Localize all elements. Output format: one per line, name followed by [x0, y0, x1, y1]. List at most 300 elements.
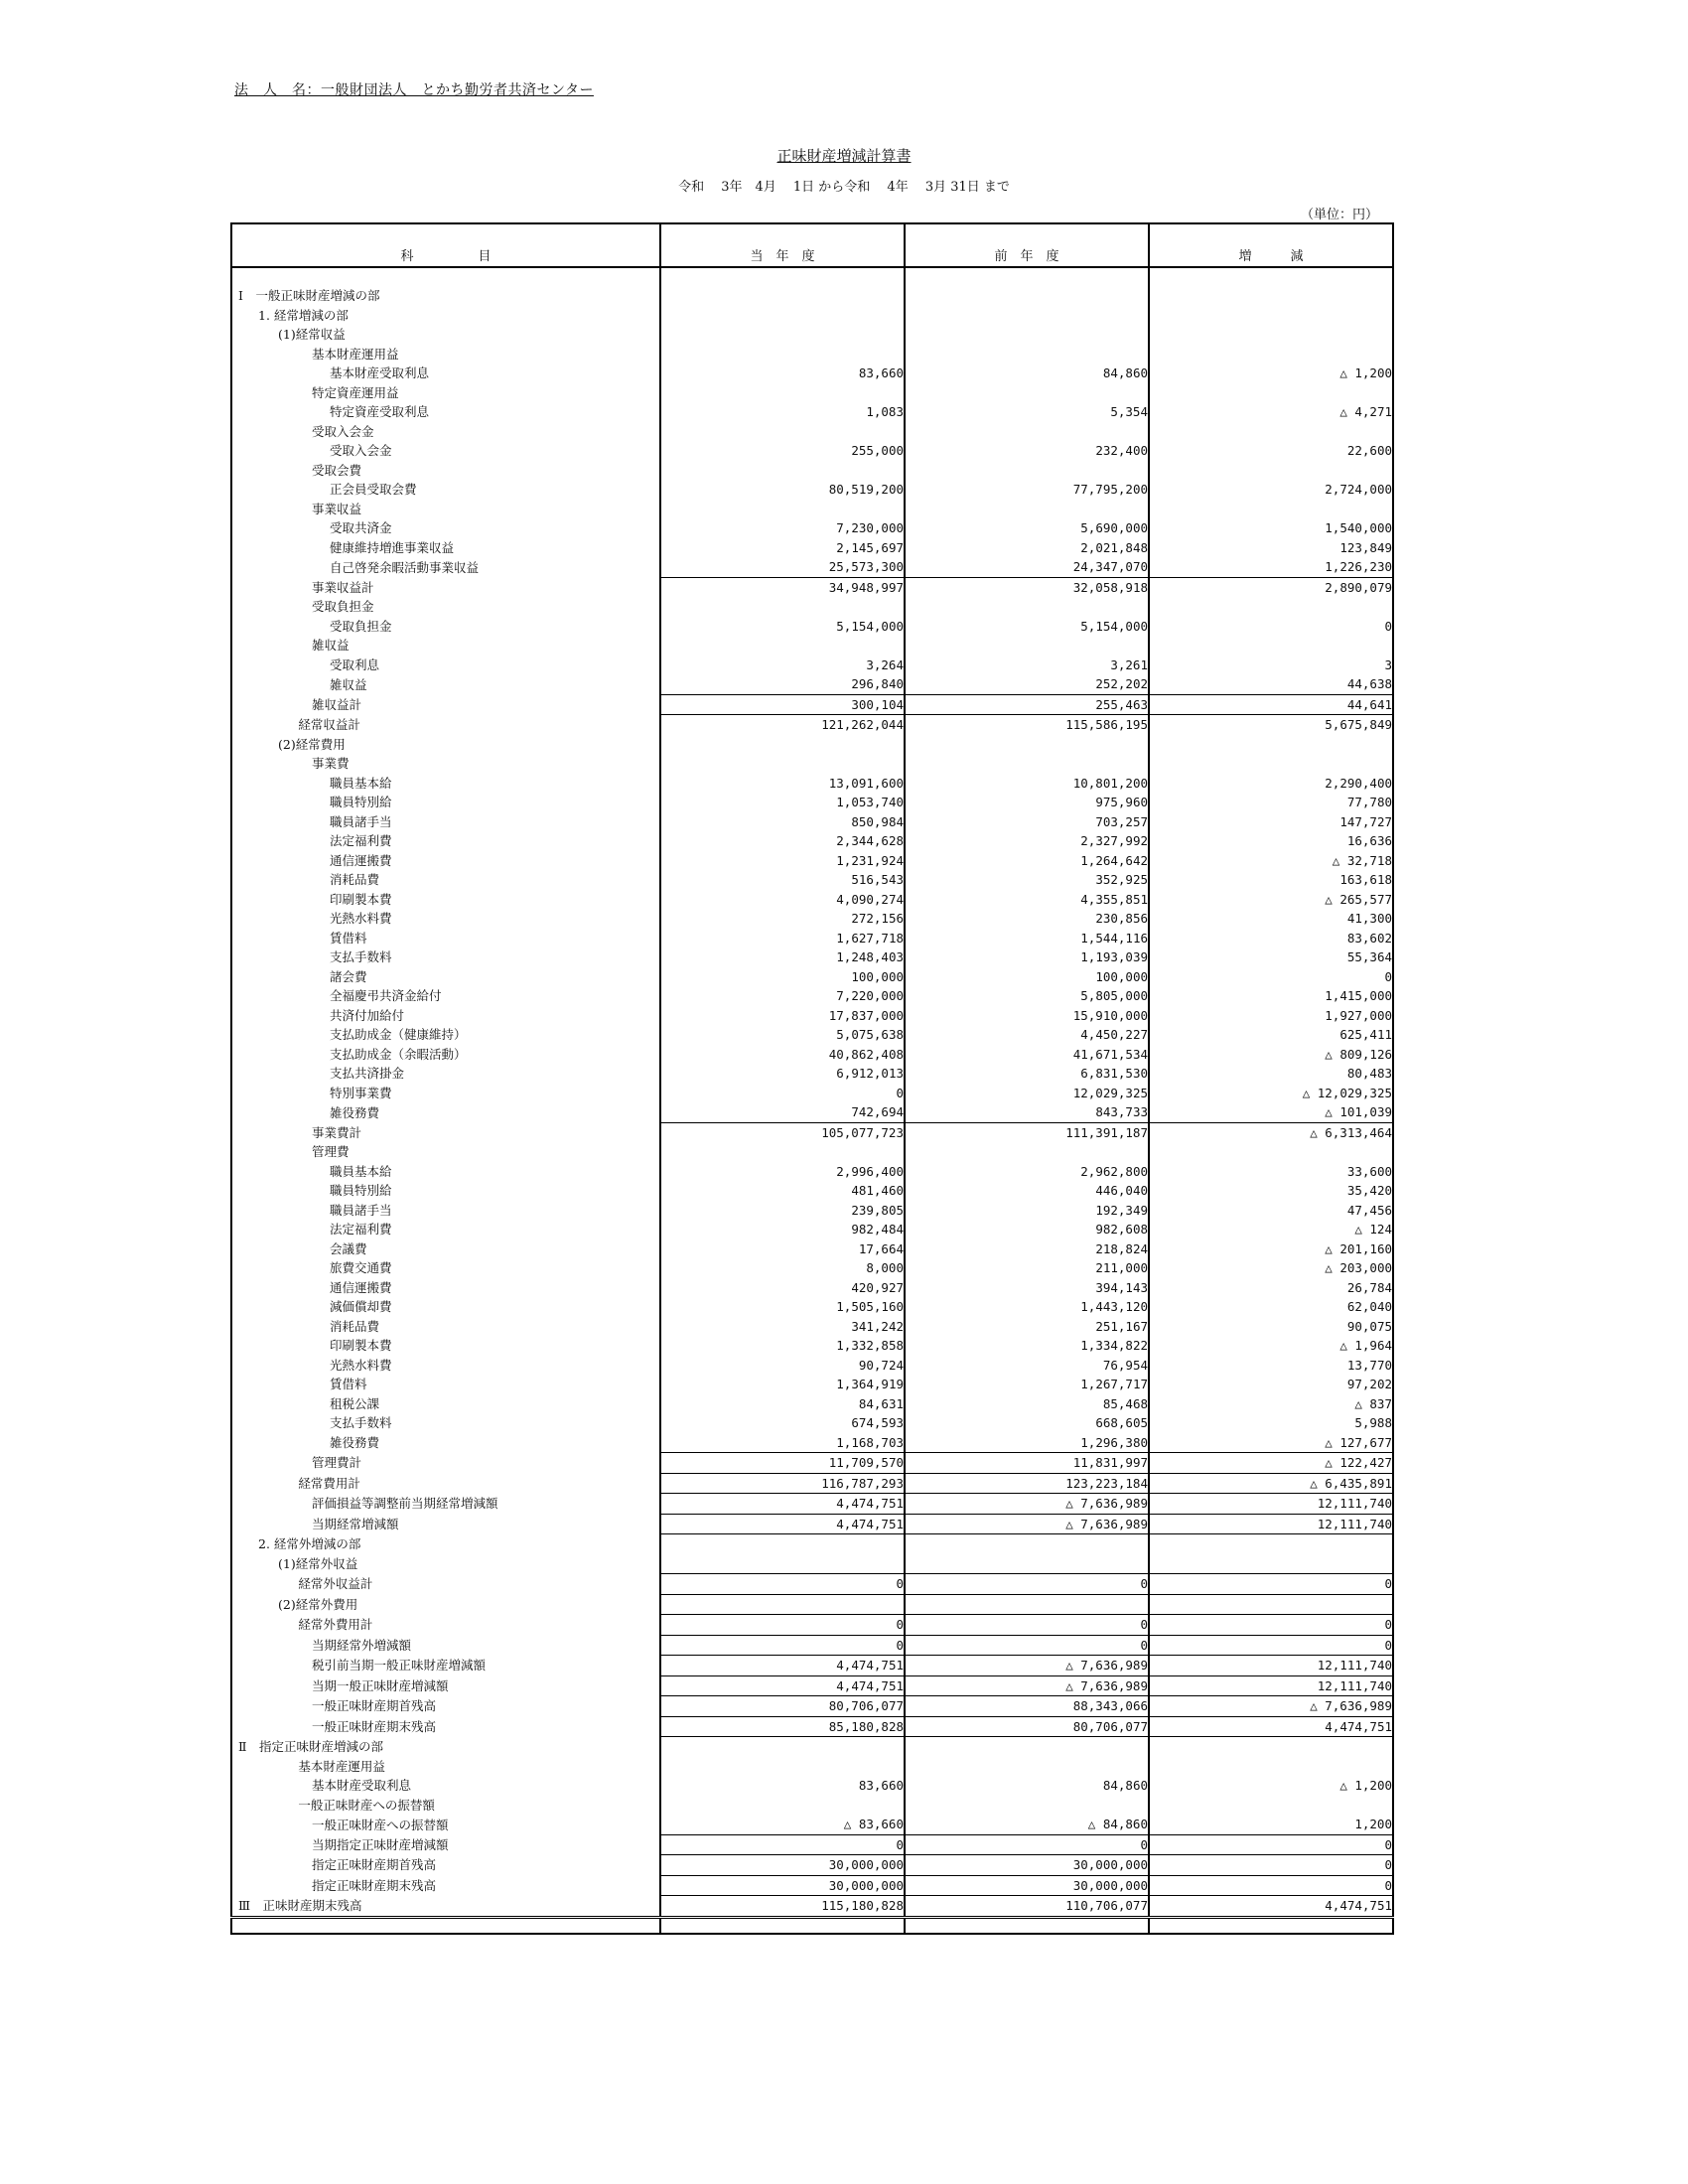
cell-current	[660, 422, 905, 442]
row-label: Ⅰ 一般正味財産増減の部	[238, 288, 380, 304]
cell-change: △ 122,427	[1149, 1453, 1393, 1474]
cell-change: 1,927,000	[1149, 1006, 1393, 1026]
cell-previous: 394,143	[905, 1278, 1149, 1298]
table-row	[231, 1394, 1393, 1414]
cell-previous: 0	[905, 1834, 1149, 1855]
cell-current: 25,573,300	[660, 557, 905, 577]
table-row	[231, 1220, 1393, 1239]
table-row	[231, 1122, 1393, 1142]
cell-previous: 110,706,077	[905, 1896, 1149, 1918]
table-row	[231, 754, 1393, 774]
table-row	[231, 715, 1393, 735]
cell-current	[660, 1757, 905, 1777]
cell-change: △ 265,577	[1149, 890, 1393, 910]
row-label: 特定資産受取利息	[330, 404, 430, 420]
cell-current: 80,706,077	[660, 1696, 905, 1717]
cell-change	[1149, 306, 1393, 326]
cell-current: 4,474,751	[660, 1656, 905, 1676]
row-label: 雑収益計	[312, 696, 362, 712]
table-row	[231, 1142, 1393, 1162]
cell-change: △ 101,039	[1149, 1102, 1393, 1122]
cell-previous	[905, 1796, 1149, 1816]
cell-change	[1149, 1594, 1393, 1615]
cell-previous	[905, 636, 1149, 655]
table-row	[231, 1594, 1393, 1615]
cell-current: 90,724	[660, 1356, 905, 1376]
cell-change: 35,420	[1149, 1181, 1393, 1201]
table-row	[231, 1453, 1393, 1474]
table-row	[231, 674, 1393, 694]
cell-current	[660, 636, 905, 655]
bottom-spacer-row	[231, 1917, 1393, 1934]
table-row	[231, 500, 1393, 519]
cell-current	[660, 754, 905, 774]
cell-current	[660, 500, 905, 519]
cell-current	[660, 325, 905, 345]
table-row	[231, 1025, 1393, 1045]
table-row	[231, 636, 1393, 655]
cell-previous: 1,264,642	[905, 851, 1149, 871]
table-row	[231, 1006, 1393, 1026]
cell-current	[660, 1796, 905, 1816]
cell-current: 83,660	[660, 364, 905, 383]
row-label: 一般正味財産期末残高	[312, 1718, 437, 1734]
cell-previous: 24,347,070	[905, 557, 1149, 577]
cell-current	[660, 306, 905, 326]
cell-change: 2,290,400	[1149, 774, 1393, 794]
cell-change: 22,600	[1149, 441, 1393, 461]
cell-previous: 2,021,848	[905, 538, 1149, 558]
cell-previous: 668,605	[905, 1413, 1149, 1433]
table-row	[231, 1064, 1393, 1084]
table-row	[231, 909, 1393, 929]
cell-current: 674,593	[660, 1413, 905, 1433]
table-row	[231, 870, 1393, 890]
cell-change: 12,111,740	[1149, 1494, 1393, 1515]
cell-current: △ 83,660	[660, 1815, 905, 1834]
table-row	[231, 1102, 1393, 1122]
row-label: 経常外費用計	[298, 1617, 373, 1633]
unit-label: （単位：円）	[1301, 208, 1379, 222]
cell-current: 1,168,703	[660, 1433, 905, 1453]
cell-current: 850,984	[660, 812, 905, 832]
row-label: 受取負担金	[312, 599, 374, 615]
cell-current: 481,460	[660, 1181, 905, 1201]
row-label: 正会員受取会費	[330, 482, 417, 498]
cell-current: 300,104	[660, 694, 905, 715]
cell-current: 7,230,000	[660, 518, 905, 538]
row-label: 職員諸手当	[330, 813, 392, 829]
table-row	[231, 812, 1393, 832]
cell-current	[660, 1737, 905, 1757]
cell-previous: △ 7,636,989	[905, 1514, 1149, 1534]
cell-change: △ 124	[1149, 1220, 1393, 1239]
cell-change	[1149, 1534, 1393, 1554]
row-label: 職員諸手当	[330, 1202, 392, 1218]
cell-change: 33,600	[1149, 1162, 1393, 1182]
cell-current: 296,840	[660, 674, 905, 694]
row-label: 支払共済掛金	[330, 1066, 405, 1082]
cell-current: 7,220,000	[660, 986, 905, 1006]
cell-change: 0	[1149, 1834, 1393, 1855]
table-row	[231, 383, 1393, 403]
cell-previous: 975,960	[905, 793, 1149, 812]
row-label: 光熱水料費	[330, 911, 392, 927]
cell-change: △ 203,000	[1149, 1258, 1393, 1278]
row-label: 基本財産運用益	[298, 1758, 385, 1774]
row-label: 賃借料	[330, 1377, 367, 1392]
row-label: 一般正味財産期首残高	[312, 1698, 437, 1714]
cell-previous: 2,962,800	[905, 1162, 1149, 1182]
cell-change: 2,724,000	[1149, 480, 1393, 500]
row-label: 法定福利費	[330, 1222, 392, 1238]
row-label: 印刷製本費	[330, 891, 392, 907]
table-row	[231, 1514, 1393, 1534]
statement-body	[231, 267, 1393, 1934]
cell-current: 40,862,408	[660, 1045, 905, 1065]
cell-previous	[905, 325, 1149, 345]
cell-previous: 982,608	[905, 1220, 1149, 1239]
row-label: 支払手数料	[330, 949, 392, 965]
cell-previous: 5,354	[905, 402, 1149, 422]
cell-previous: 1,296,380	[905, 1433, 1149, 1453]
cell-current: 85,180,828	[660, 1716, 905, 1737]
table-row	[231, 1413, 1393, 1433]
cell-previous: 232,400	[905, 441, 1149, 461]
table-row	[231, 967, 1393, 987]
cell-current	[660, 597, 905, 617]
cell-previous	[905, 461, 1149, 481]
row-label: 指定正味財産期首残高	[312, 1857, 437, 1873]
cell-previous: 5,690,000	[905, 518, 1149, 538]
cell-current	[660, 1594, 905, 1615]
cell-previous	[905, 1534, 1149, 1554]
table-row	[231, 1433, 1393, 1453]
cell-previous: △ 7,636,989	[905, 1656, 1149, 1676]
cell-previous: 4,355,851	[905, 890, 1149, 910]
cell-current: 116,787,293	[660, 1473, 905, 1494]
table-row	[231, 1796, 1393, 1816]
cell-change: 0	[1149, 967, 1393, 987]
cell-change	[1149, 286, 1393, 306]
cell-change: 123,849	[1149, 538, 1393, 558]
cell-current: 11,709,570	[660, 1453, 905, 1474]
top-spacer-row	[231, 267, 1393, 286]
cell-previous	[905, 1737, 1149, 1757]
cell-previous: 218,824	[905, 1239, 1149, 1259]
cell-change	[1149, 345, 1393, 364]
row-label: 健康維持増進事業収益	[330, 539, 455, 555]
table-row	[231, 1615, 1393, 1636]
cell-previous: 115,586,195	[905, 715, 1149, 735]
table-row	[231, 1356, 1393, 1376]
row-label: 職員特別給	[330, 795, 392, 810]
cell-change: △ 12,029,325	[1149, 1084, 1393, 1103]
row-label: 基本財産運用益	[312, 346, 399, 362]
cell-change: 1,540,000	[1149, 518, 1393, 538]
cell-current: 420,927	[660, 1278, 905, 1298]
cell-previous: 85,468	[905, 1394, 1149, 1414]
cell-current: 115,180,828	[660, 1896, 905, 1918]
row-label: 一般正味財産への振替額	[312, 1817, 449, 1832]
row-label: 支払助成金（余暇活動）	[330, 1046, 467, 1062]
table-row	[231, 306, 1393, 326]
cell-change: △ 1,964	[1149, 1336, 1393, 1356]
table-row	[231, 577, 1393, 597]
row-label: 管理費	[312, 1144, 350, 1160]
row-label: Ⅲ 正味財産期末残高	[238, 1898, 362, 1913]
row-label: 支払手数料	[330, 1415, 392, 1431]
row-label: 一般正味財産への振替額	[298, 1797, 435, 1813]
row-label: 受取入会金	[312, 423, 374, 439]
cell-previous: 230,856	[905, 909, 1149, 929]
cell-previous: 192,349	[905, 1201, 1149, 1221]
row-label: 通信運搬費	[330, 852, 392, 868]
cell-previous: 252,202	[905, 674, 1149, 694]
cell-previous: 84,860	[905, 364, 1149, 383]
cell-current: 30,000,000	[660, 1875, 905, 1896]
cell-current: 4,474,751	[660, 1494, 905, 1515]
cell-current: 1,083	[660, 402, 905, 422]
cell-previous: 843,733	[905, 1102, 1149, 1122]
cell-change: 4,474,751	[1149, 1896, 1393, 1918]
cell-current	[660, 1142, 905, 1162]
table-row	[231, 597, 1393, 617]
row-label: 全福慶弔共済金給付	[330, 988, 442, 1004]
table-row	[231, 1297, 1393, 1317]
row-label: 雑役務費	[330, 1435, 380, 1450]
cell-previous: 446,040	[905, 1181, 1149, 1201]
table-row	[231, 286, 1393, 306]
cell-current: 34,948,997	[660, 577, 905, 597]
cell-current: 341,242	[660, 1317, 905, 1337]
cell-previous: 10,801,200	[905, 774, 1149, 794]
cell-current: 1,627,718	[660, 929, 905, 948]
cell-previous: 77,795,200	[905, 480, 1149, 500]
cell-previous: 3,261	[905, 655, 1149, 675]
cell-change: △ 7,636,989	[1149, 1696, 1393, 1717]
cell-current: 17,837,000	[660, 1006, 905, 1026]
cell-current: 239,805	[660, 1201, 905, 1221]
table-row	[231, 1554, 1393, 1574]
cell-current: 742,694	[660, 1102, 905, 1122]
row-label: 2. 経常外増減の部	[258, 1536, 361, 1551]
row-label: (2)経常外費用	[278, 1596, 358, 1612]
table-row	[231, 831, 1393, 851]
cell-previous: 12,029,325	[905, 1084, 1149, 1103]
cell-previous	[905, 1594, 1149, 1615]
row-label: 会議費	[330, 1240, 367, 1256]
cell-change	[1149, 461, 1393, 481]
cell-change: 44,638	[1149, 674, 1393, 694]
cell-change: 12,111,740	[1149, 1514, 1393, 1534]
cell-current: 6,912,013	[660, 1064, 905, 1084]
cell-change: 26,784	[1149, 1278, 1393, 1298]
table-row	[231, 518, 1393, 538]
cell-change: 16,636	[1149, 831, 1393, 851]
table-row	[231, 851, 1393, 871]
row-label: 支払助成金（健康維持）	[330, 1027, 467, 1043]
cell-previous: 6,831,530	[905, 1064, 1149, 1084]
document-title	[0, 145, 1688, 166]
cell-change: 1,200	[1149, 1815, 1393, 1834]
row-label: 特定資産運用益	[312, 384, 399, 400]
cell-change: △ 1,200	[1149, 1776, 1393, 1796]
cell-previous	[905, 1757, 1149, 1777]
cell-previous: △ 7,636,989	[905, 1494, 1149, 1515]
table-row	[231, 1181, 1393, 1201]
cell-current: 3,264	[660, 655, 905, 675]
cell-current: 1,505,160	[660, 1297, 905, 1317]
row-label: 事業収益計	[312, 579, 374, 595]
row-label: 当期経常外増減額	[312, 1637, 412, 1653]
row-label: 受取負担金	[330, 618, 392, 634]
cell-current	[660, 1534, 905, 1554]
cell-previous	[905, 383, 1149, 403]
table-row	[231, 1258, 1393, 1278]
table-row	[231, 1534, 1393, 1554]
cell-current: 0	[660, 1635, 905, 1656]
cell-change: 41,300	[1149, 909, 1393, 929]
cell-change: 44,641	[1149, 694, 1393, 715]
cell-change	[1149, 1757, 1393, 1777]
table-row	[231, 929, 1393, 948]
cell-previous	[905, 1554, 1149, 1574]
row-label: 受取入会金	[330, 443, 392, 459]
row-label: (2)経常費用	[278, 736, 346, 752]
cell-current: 255,000	[660, 441, 905, 461]
table-row	[231, 402, 1393, 422]
col-header-subject: 科 目	[231, 223, 660, 267]
cell-current: 4,090,274	[660, 890, 905, 910]
cell-current: 5,075,638	[660, 1025, 905, 1045]
cell-change: △ 201,160	[1149, 1239, 1393, 1259]
cell-previous: 1,267,717	[905, 1375, 1149, 1394]
table-row	[231, 364, 1393, 383]
cell-current: 1,332,858	[660, 1336, 905, 1356]
table-row	[231, 1834, 1393, 1855]
row-label: 当期経常増減額	[312, 1516, 399, 1531]
table-row	[231, 1375, 1393, 1394]
cell-change	[1149, 636, 1393, 655]
cell-previous	[905, 306, 1149, 326]
table-row	[231, 480, 1393, 500]
table-row	[231, 325, 1393, 345]
table-row	[231, 1737, 1393, 1757]
table-row	[231, 1757, 1393, 1777]
table-row	[231, 461, 1393, 481]
row-label: 雑収益	[330, 676, 367, 692]
row-label: 特別事業費	[330, 1085, 392, 1100]
table-row	[231, 1239, 1393, 1259]
cell-change: △ 4,271	[1149, 402, 1393, 422]
cell-previous	[905, 500, 1149, 519]
row-label: 受取利息	[330, 656, 380, 672]
cell-current: 2,996,400	[660, 1162, 905, 1182]
row-label: 1. 経常増減の部	[258, 307, 349, 323]
cell-change: 5,675,849	[1149, 715, 1393, 735]
row-label: 事業費計	[312, 1124, 362, 1140]
cell-current: 30,000,000	[660, 1855, 905, 1876]
col-header-previous: 前 年 度	[905, 223, 1149, 267]
table-row	[231, 1696, 1393, 1717]
cell-change: △ 32,718	[1149, 851, 1393, 871]
cell-current: 105,077,723	[660, 1122, 905, 1142]
cell-change	[1149, 1737, 1393, 1757]
cell-current: 8,000	[660, 1258, 905, 1278]
cell-change: 97,202	[1149, 1375, 1393, 1394]
cell-change: 147,727	[1149, 812, 1393, 832]
header-row	[231, 223, 1393, 267]
table-row	[231, 986, 1393, 1006]
col-header-current: 当 年 度	[660, 223, 905, 267]
row-label: 雑収益	[312, 638, 350, 654]
cell-change: 4,474,751	[1149, 1716, 1393, 1737]
cell-current	[660, 345, 905, 364]
table-row	[231, 1896, 1393, 1918]
table-row	[231, 1278, 1393, 1298]
cell-previous: 32,058,918	[905, 577, 1149, 597]
cell-change: △ 1,200	[1149, 364, 1393, 383]
table-row	[231, 557, 1393, 577]
cell-previous: 211,000	[905, 1258, 1149, 1278]
row-label: 印刷製本費	[330, 1338, 392, 1354]
cell-current: 0	[660, 1574, 905, 1595]
row-label: 光熱水料費	[330, 1357, 392, 1373]
cell-change	[1149, 597, 1393, 617]
cell-previous: 123,223,184	[905, 1473, 1149, 1494]
table-row	[231, 890, 1393, 910]
cell-change	[1149, 735, 1393, 755]
cell-change: 90,075	[1149, 1317, 1393, 1337]
row-label: 消耗品費	[330, 872, 380, 888]
row-label: 当期指定正味財産増減額	[312, 1836, 449, 1852]
table-row	[231, 1574, 1393, 1595]
table-row	[231, 538, 1393, 558]
row-label: (1)経常外収益	[278, 1556, 358, 1571]
row-label: 消耗品費	[330, 1318, 380, 1334]
cell-change: △ 127,677	[1149, 1433, 1393, 1453]
cell-change: 55,364	[1149, 947, 1393, 967]
cell-change	[1149, 1142, 1393, 1162]
cell-change	[1149, 325, 1393, 345]
cell-change: 5,988	[1149, 1413, 1393, 1433]
cell-previous: 88,343,066	[905, 1696, 1149, 1717]
table-row	[231, 694, 1393, 715]
cell-previous	[905, 735, 1149, 755]
row-label: 管理費計	[312, 1455, 362, 1471]
row-label: 基本財産受取利息	[330, 365, 430, 381]
cell-change: 625,411	[1149, 1025, 1393, 1045]
cell-change: 0	[1149, 1635, 1393, 1656]
cell-previous	[905, 597, 1149, 617]
cell-change: △ 6,313,464	[1149, 1122, 1393, 1142]
cell-current: 516,543	[660, 870, 905, 890]
cell-previous: 15,910,000	[905, 1006, 1149, 1026]
table-row	[231, 1776, 1393, 1796]
cell-current	[660, 383, 905, 403]
cell-current: 4,474,751	[660, 1514, 905, 1534]
cell-current	[660, 735, 905, 755]
row-label: 事業費	[312, 756, 350, 772]
corporation-name: 法 人 名：一般財団法人 とかち勤労者共済センター	[234, 82, 594, 98]
cell-change: 1,415,000	[1149, 986, 1393, 1006]
cell-previous: 76,954	[905, 1356, 1149, 1376]
report-period: 令和 3年 4月 1日 から令和 4年 3月 31日 まで	[678, 180, 1010, 195]
cell-current: 13,091,600	[660, 774, 905, 794]
cell-change: 163,618	[1149, 870, 1393, 890]
cell-current	[660, 286, 905, 306]
